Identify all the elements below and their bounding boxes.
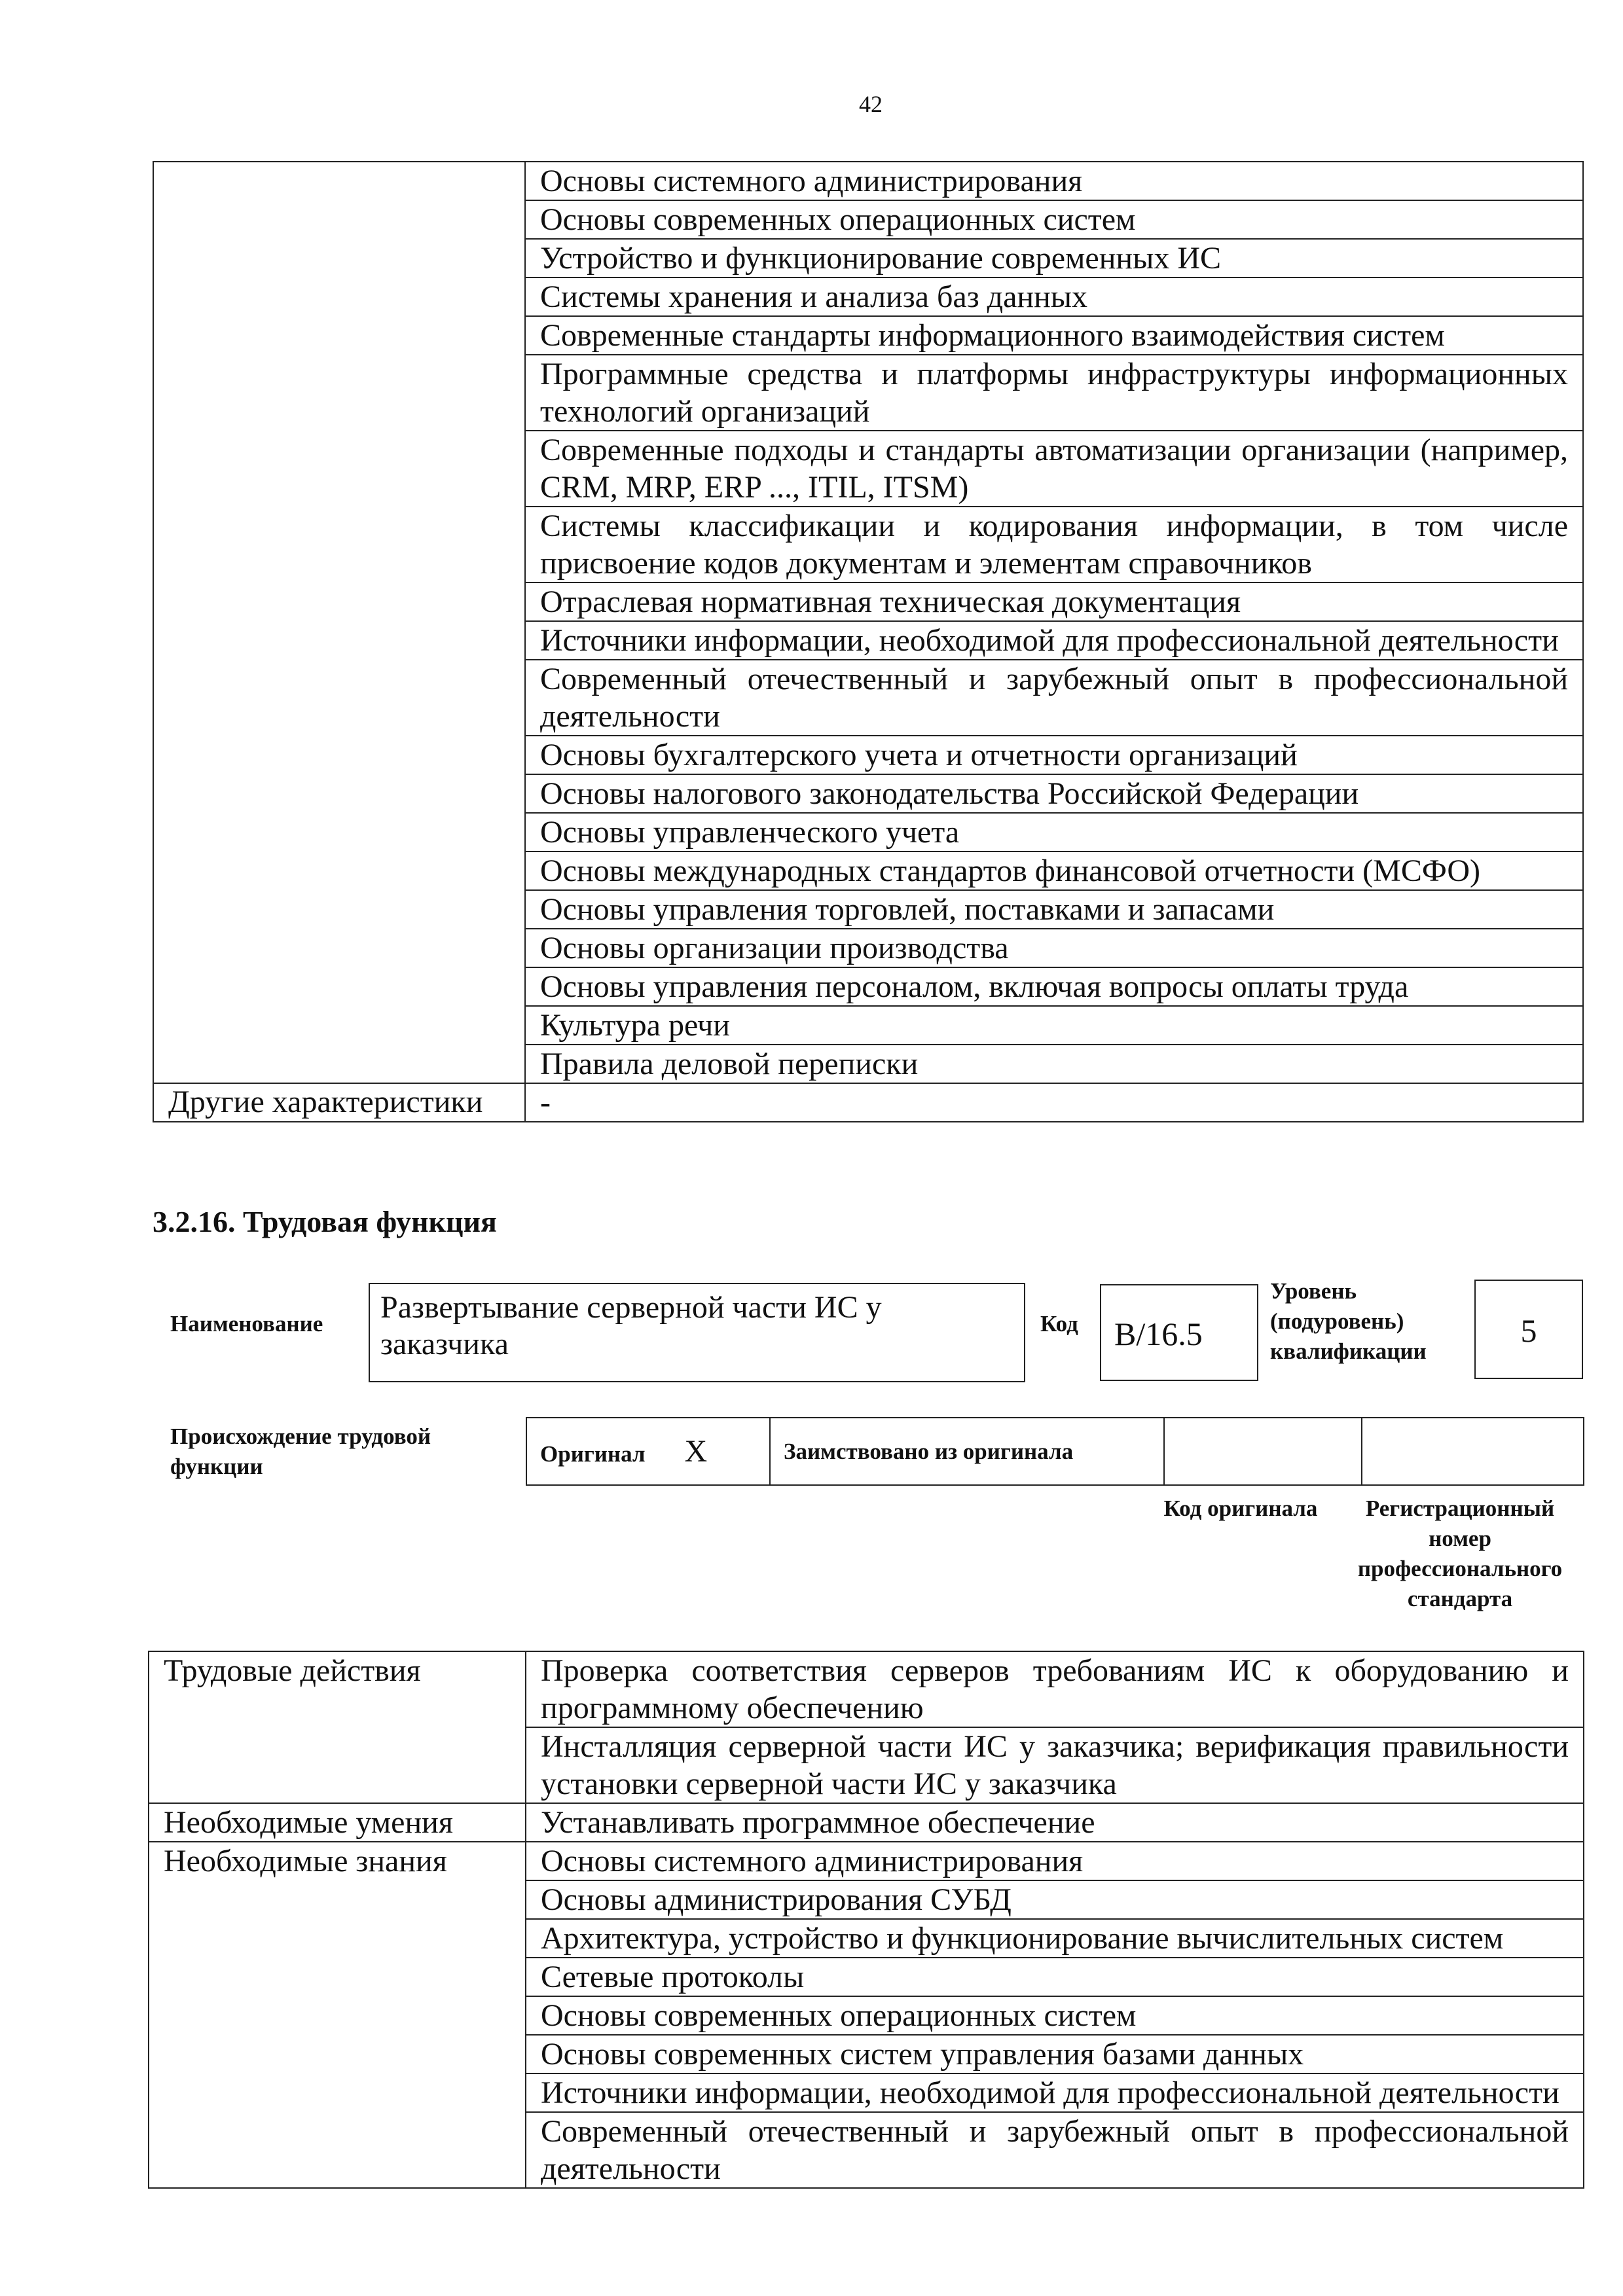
knowledge-item: Основы налогового законодательства Российской Федерации <box>525 774 1583 813</box>
borrowed-cell <box>770 1418 1164 1485</box>
knowledge-item: Современные стандарты информационного взаимодействия систем <box>525 316 1583 355</box>
empty-label-cell <box>153 162 525 1083</box>
page-number: 42 <box>859 91 883 117</box>
knowledge-item: Источники информации, необходимой для профессиональной деятельности <box>526 2073 1584 2112</box>
origin-table <box>526 1417 1584 1486</box>
knowledge-item: Современный отечественный и зарубежный опыт в профессиональной деятельности <box>526 2112 1584 2188</box>
qualification-level-label: Уровень (подуровень) квалификации <box>1270 1278 1427 1364</box>
original-code-cell <box>1164 1418 1362 1485</box>
knowledge-item: Культура речи <box>525 1006 1583 1045</box>
required-skills-label: Необходимые умения <box>149 1803 526 1842</box>
knowledge-item: Архитектура, устройство и функционирование вычислительных систем <box>526 1919 1584 1958</box>
knowledge-item: Основы современных систем управления базами данных <box>526 2035 1584 2073</box>
original-label: Оригинал <box>540 1441 646 1467</box>
knowledge-item: Основы системного администрирования <box>525 162 1583 200</box>
code-value: B/16.5 <box>1100 1284 1258 1381</box>
origin-label: Происхождение трудовой функции <box>170 1424 431 1479</box>
knowledge-item: Основы современных операционных систем <box>525 200 1583 239</box>
borrowed-label: Заимствовано из оригинала <box>784 1438 1074 1464</box>
original-cell <box>526 1418 770 1485</box>
function-name-value: Развертывание серверной части ИС у заказчика <box>369 1283 1025 1382</box>
knowledge-item: Системы классификации и кодирования информации, в том числе присвоение кодов документам и элементам справочников <box>525 507 1583 583</box>
knowledge-item: Основы организации производства <box>525 929 1583 967</box>
labor-actions-label: Трудовые действия <box>149 1651 526 1803</box>
other-characteristics-value: - <box>525 1083 1583 1122</box>
knowledge-item: Основы управления персоналом, включая вопросы оплаты труда <box>525 967 1583 1006</box>
knowledge-item: Основы администрирования СУБД <box>526 1880 1584 1919</box>
table-row <box>149 1651 1584 1727</box>
knowledge-item: Источники информации, необходимой для профессиональной деятельности <box>525 621 1583 660</box>
knowledge-item: Основы бухгалтерского учета и отчетности организаций <box>525 736 1583 774</box>
section-title: 3.2.16. Трудовая функция <box>153 1205 497 1238</box>
original-mark: X <box>684 1434 708 1469</box>
code-label: Код <box>1040 1311 1078 1336</box>
knowledge-item: Основы управленческого учета <box>525 813 1583 852</box>
name-label: Наименование <box>170 1311 323 1336</box>
knowledge-item: Основы системного администрирования <box>526 1842 1584 1880</box>
knowledge-item: Системы хранения и анализа баз данных <box>525 278 1583 316</box>
knowledge-item: Программные средства и платформы инфраструктуры информационных технологий организаций <box>525 355 1583 431</box>
knowledge-item: Основы управления торговлей, поставками и запасами <box>525 890 1583 929</box>
knowledge-item: Современный отечественный и зарубежный опыт в профессиональной деятельности <box>525 660 1583 736</box>
original-code-caption: Код оригинала <box>1163 1496 1318 1521</box>
knowledge-item: Устройство и функционирование современных ИС <box>525 239 1583 278</box>
table-row <box>153 162 1583 200</box>
qualification-level-value: 5 <box>1474 1280 1583 1379</box>
table-row <box>153 1083 1583 1122</box>
labor-action-item: Проверка соответствия серверов требованиям ИС к оборудованию и программному обеспечению <box>526 1651 1584 1727</box>
knowledge-item: Правила деловой переписки <box>525 1045 1583 1083</box>
table-row <box>526 1418 1584 1485</box>
knowledge-item: Отраслевая нормативная техническая документация <box>525 583 1583 621</box>
registration-number-cell <box>1362 1418 1584 1485</box>
registration-number-caption: Регистрационный номер профессионального стандарта <box>1357 1496 1563 1611</box>
skill-item: Устанавливать программное обеспечение <box>526 1803 1584 1842</box>
knowledge-item: Основы международных стандартов финансовой отчетности (МСФО) <box>525 852 1583 890</box>
table-row <box>149 1803 1584 1842</box>
knowledge-item: Современные подходы и стандарты автоматизации организации (например, CRM, MRP, ERP ..., ITIL, ITSM) <box>525 431 1583 507</box>
knowledge-item: Сетевые протоколы <box>526 1958 1584 1996</box>
required-knowledge-label: Необходимые знания <box>149 1842 526 2188</box>
labor-action-item: Инсталляция серверной части ИС у заказчика; верификация правильности установки серверной части ИС у заказчика <box>526 1727 1584 1803</box>
table-row <box>149 1842 1584 1880</box>
knowledge-item: Основы современных операционных систем <box>526 1996 1584 2035</box>
labor-function-table <box>148 1651 1584 2189</box>
knowledge-table-continued <box>153 161 1584 1122</box>
other-characteristics-label: Другие характеристики <box>153 1083 525 1122</box>
